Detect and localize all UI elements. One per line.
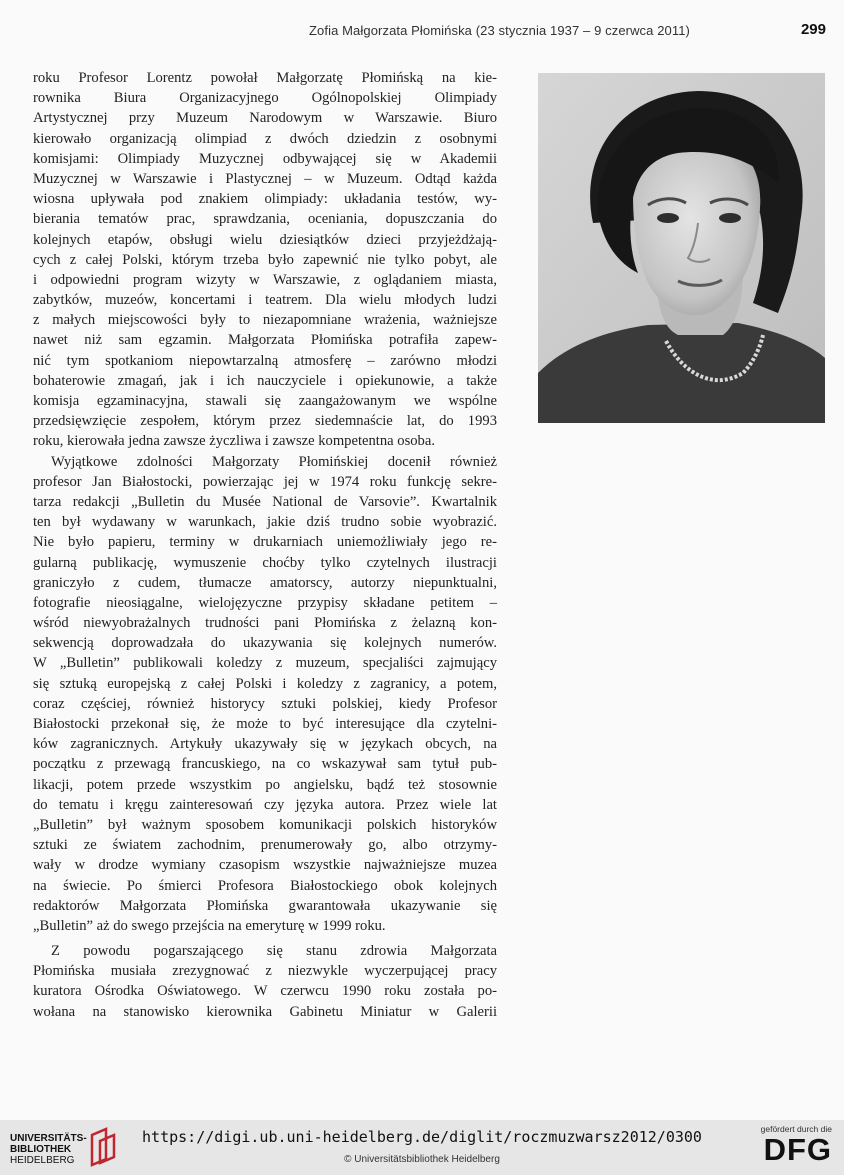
text-line: „Bulletin” aż do swego przejścia na emeryturę w 1999 roku. [33,917,386,934]
text-line: sztuki ze światem zachodnim, prenumerowały go, albo otrzymy- [33,837,497,854]
running-header: Zofia Małgorzata Płomińska (23 stycznia 1937 – 9 czerwca 2011) [309,23,690,38]
article-body [33,68,497,1022]
text-line: cych z całej Polski, którym trzeba było zapewnić nie tylko pobyt, ale [33,251,497,268]
text-line: Muzycznej w Warszawie i Plastycznej – w Muzeum. Odtąd każda [33,170,497,187]
text-line: wały w drodze wymiany czasopism wszystkie najważniejsze muzea [33,857,497,874]
text-line: „Bulletin” był ważnym sposobem komunikacji polskich historyków [33,816,497,833]
copyright-notice: © Universitätsbibliothek Heidelberg [344,1154,500,1165]
dfg-logo[interactable] [750,1124,832,1172]
text-line: nić tym spotkaniom niepowtarzalną atmosferę – zarówno młodzi [33,352,497,369]
text-line: nawet niż sam egzamin. Małgorzata Płomińska potrafiła zapew- [33,332,497,349]
text-line: coraz częściej, również historycy sztuki polskiej, kiedy Profesor [33,695,497,712]
document-permalink[interactable] [0,1128,844,1146]
text-line: przedsięwzięcie zespołem, którym przez siedemnaście lat, do 1993 [33,413,497,430]
text-line: wiosna upływała pod znakiem olimpiady: układania testów, wy- [33,191,497,208]
text-line: Nie było papieru, terminy w drukarniach uniemożliwiały jego re- [33,534,497,551]
text-line: roku, kierowała jedna zawsze życzliwa i zawsze kompetentna osoba. [33,433,435,450]
text-line: ków zagranicznych. Artykuły ukazywały się w językach obcych, na [33,736,497,753]
text-line: Białostocki przekonał się, że może to być interesujące dla czytelni- [33,716,497,732]
text-line: redaktorów Małgorzata Płomińska gwarantowała ukazywanie się [33,897,497,914]
text-line: zabytków, muzeów, koncertami i teatrem. Dla wielu młodych ludzi [33,292,497,309]
library-name-line2: BIBLIOTHEK [10,1144,72,1155]
text-line: na świecie. Po śmierci Profesora Białostockiego obok kolejnych [33,877,497,894]
funder-name: DFG [763,1132,832,1167]
text-line: komisja egzaminacyjna, stawali się zaangażowanym we wspólne [33,393,497,409]
text-line: wołana na stanowisko kierownika Gabinetu Miniatur w Galerii [33,1003,497,1020]
text-line: wśród niewyobrażalnych trudności pani Płomińska z żelazną kon- [33,615,497,632]
text-line: graniczyło z cudem, tłumacze amatorscy, autorzy niepunktualni, [33,574,497,591]
library-name-line1: UNIVERSITÄTS- [10,1133,87,1144]
text-line: sekwencją doprowadzała do ukazywania się kolejnych numerów. [33,635,497,652]
text-line: gularną publikację, wymuszenie choćby tylko czytelnych ilustracji [33,554,497,571]
text-line: bohaterowie zmagań, jak i ich nauczyciele i opiekunowie, a także [33,372,497,389]
text-line: tarza redakcji „Bulletin du Musée National de Varsovie”. Kwartalnik [33,493,497,510]
text-line: bierania tematów prac, sprawdzania, oceniania, dopuszczania do [33,211,497,228]
text-line: kolejnych etapów, obsługi wielu dziesiątków dzieci przyjeżdżają- [33,231,497,248]
text-line: profesor Jan Białostocki, powierzając jej w 1974 roku funkcję sekre- [33,473,497,490]
funder-caption: gefördert durch die [760,1124,832,1134]
text-line: z małych miejscowości były to niezapomniane wrażenia, ważniejsze [33,312,497,329]
text-line: roku Profesor Lorentz powołał Małgorzatę Płomińską na kie- [33,70,497,86]
text-line: Wyjątkowe zdolności Małgorzaty Płomińskiej docenił również [51,453,497,470]
text-line: Płomińska musiała zrezygnować z niezwykle wyczerpującej pracy [33,963,497,980]
digital-library-footer [0,1120,844,1175]
text-line: ten był wydawany w warunkach, jakie dziś trudno sobie wyobrazić. [33,514,497,531]
permalink-text[interactable]: https://digi.ub.uni-heidelberg.de/diglit/roczmuzwarsz2012/0300 [142,1128,702,1146]
text-line: Z powodu pogarszającego się stanu zdrowia Małgorzata [51,943,497,960]
text-line: i odpowiedni program wizyty w Warszawie, z oglądaniem miasta, [33,271,497,288]
text-line: Artystycznej przy Muzeum Narodowym w Warszawie. Biuro [33,110,497,127]
text-line: się sztuką europejską z całej Polski i koledzy z zagranicy, a potem, [33,675,497,692]
text-line: kuratora Ośrodka Oświatowego. W czerwcu 1990 roku została po- [33,983,497,1000]
text-line: początku z przewagą francuskiego, na co wskazywał sam tytuł pub- [33,756,497,773]
text-line: fotografie nieosiągalne, wielojęzyczne przypisy składane petitem – [33,594,497,611]
text-line: kierowało organizacją olimpiad z dwóch dziedzin z osobnymi [33,130,497,147]
portrait-photograph [538,73,825,423]
text-line: do tematu i kręgu zainteresowań czy języka autora. Przez wiele lat [33,796,497,813]
text-line: W „Bulletin” publikowali koledzy z muzeum, specjaliści zajmujący [33,655,497,672]
page-number: 299 [800,21,826,38]
text-line: likacji, potem przede wszystkim po angielsku, bądź też stosownie [33,776,497,793]
library-name-line3: HEIDELBERG [10,1155,75,1166]
text-line: rownika Biura Organizacyjnego Ogólnopolskiej Olimpiady [33,90,497,107]
text-line: komisjami: Olimpiady Muzycznej odbywającej się w Akademii [33,150,497,167]
